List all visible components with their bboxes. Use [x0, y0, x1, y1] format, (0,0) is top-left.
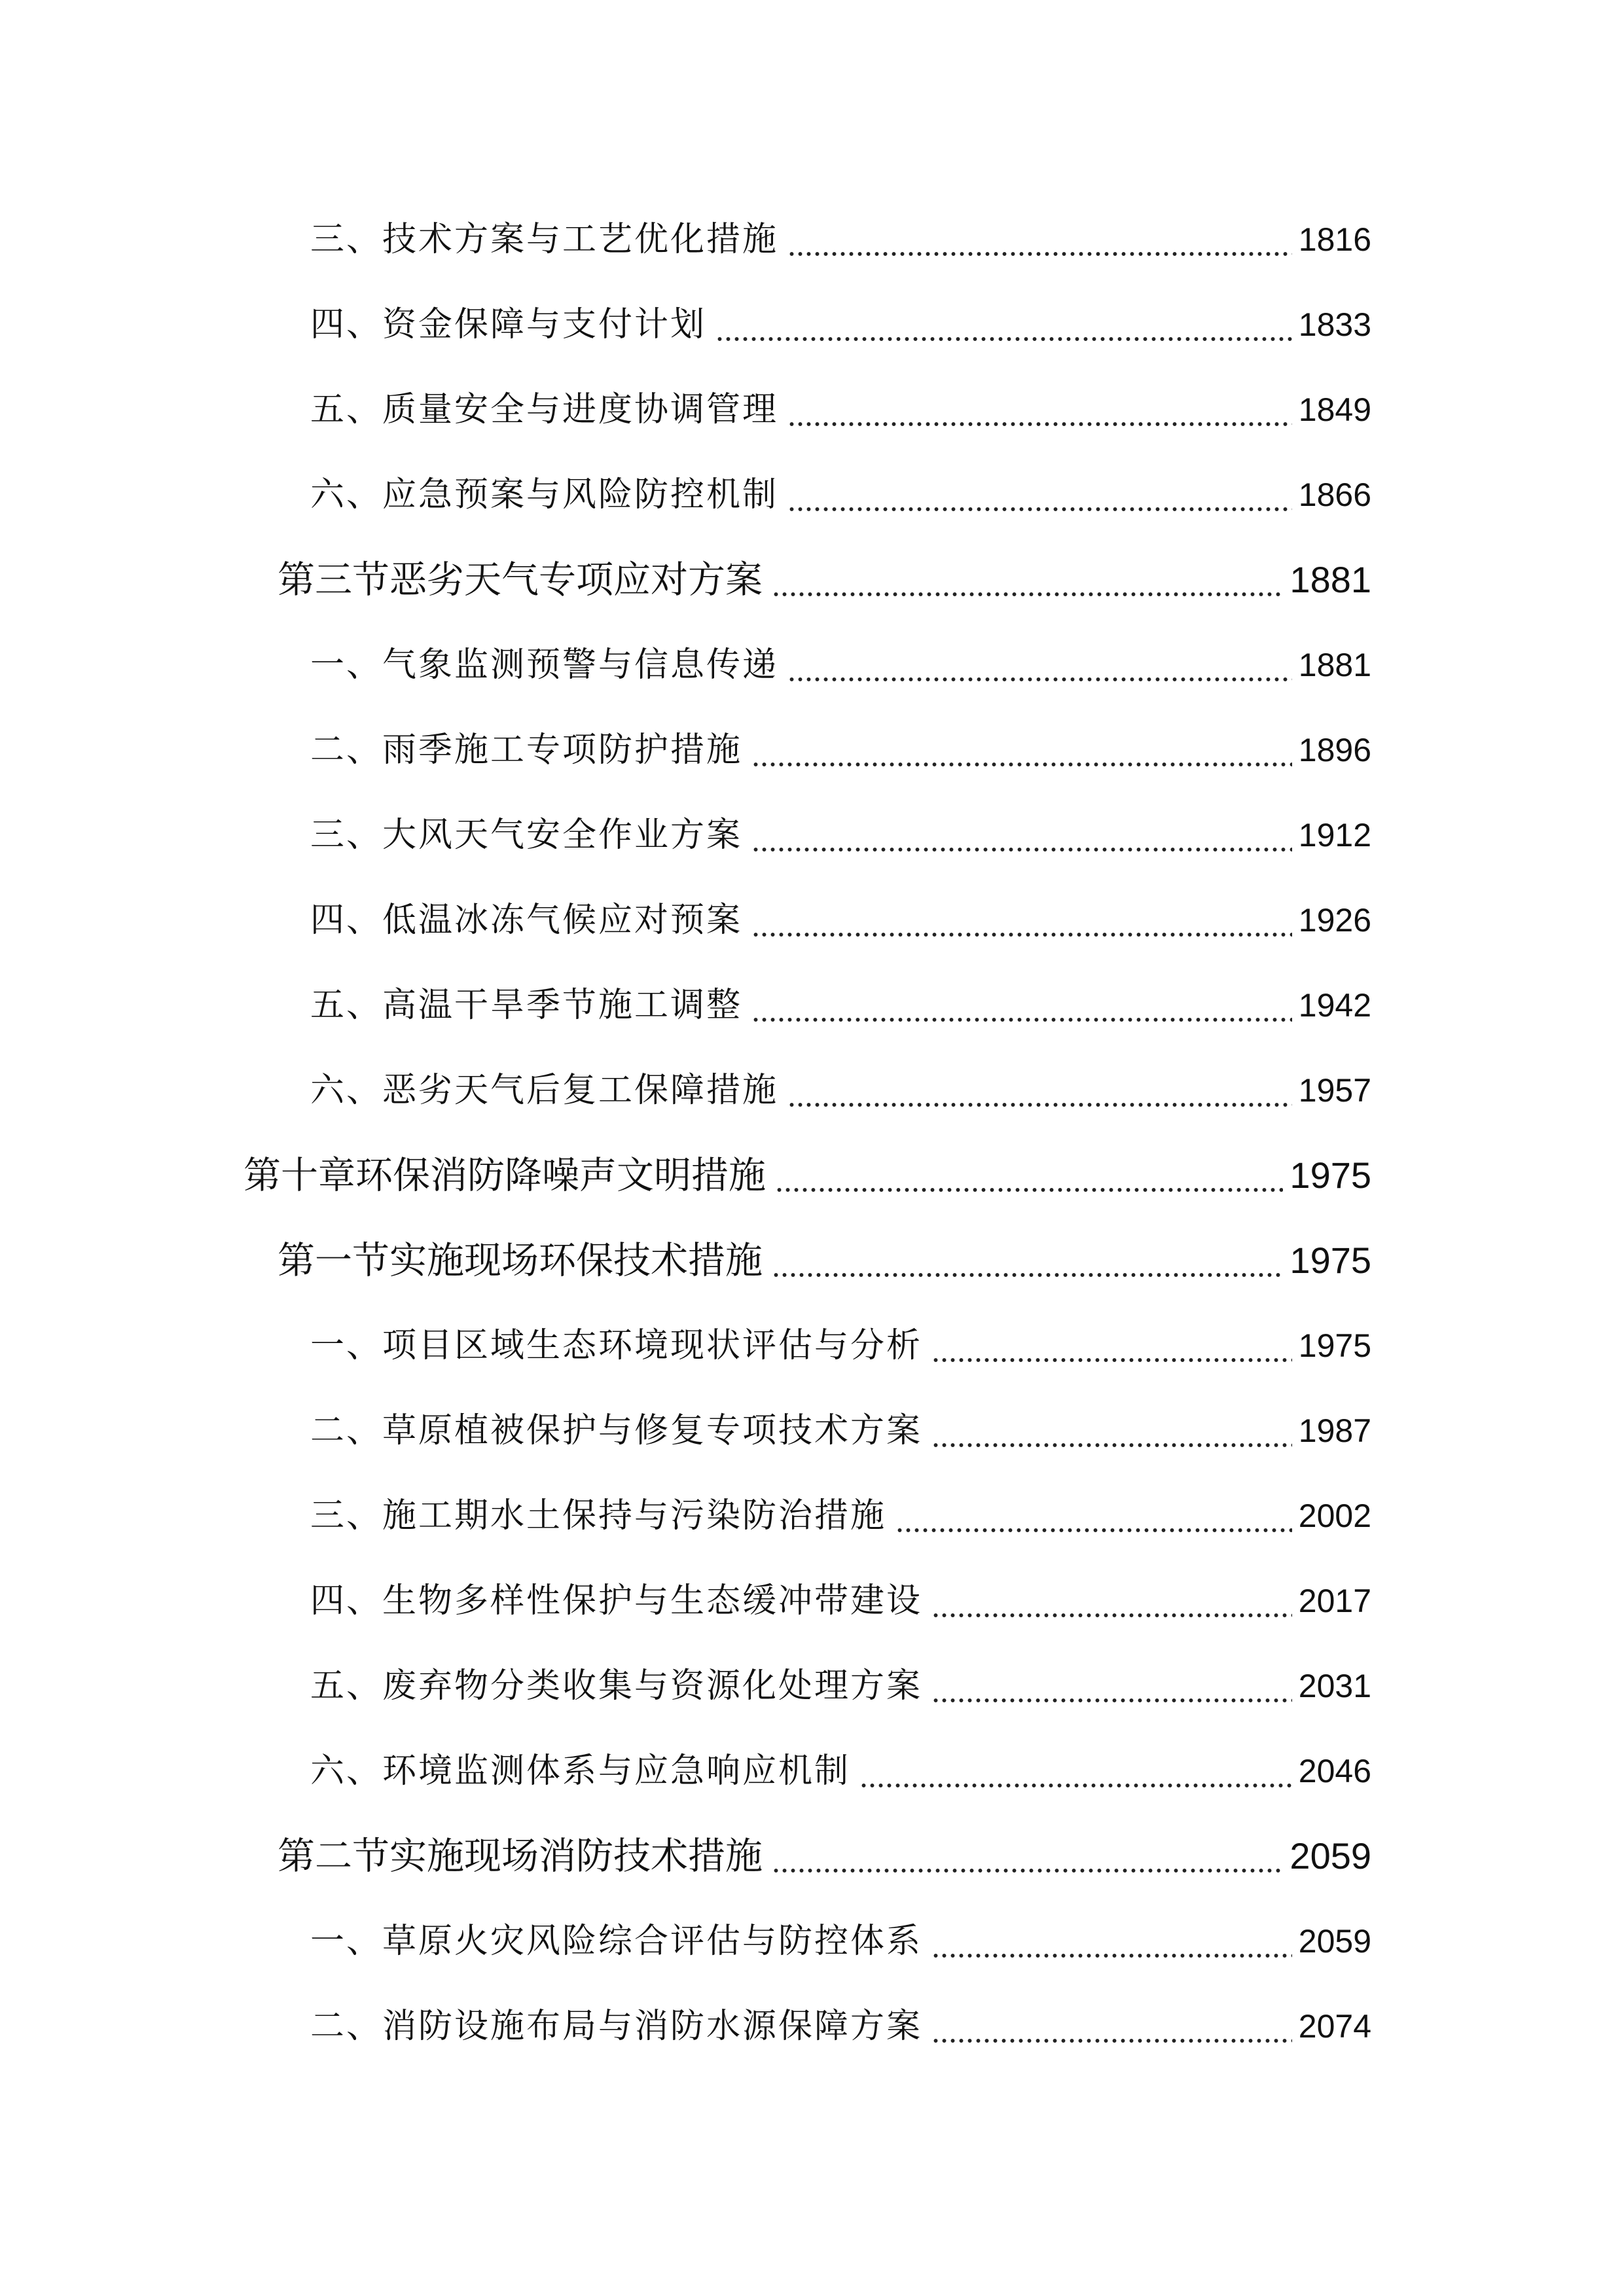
- dot-leader: [931, 2039, 1292, 2043]
- toc-entry-title: 二、消防设施布局与消防水源保障方案: [310, 2007, 923, 2046]
- toc-entry[interactable]: [310, 721, 1371, 780]
- toc-entry[interactable]: [310, 976, 1371, 1035]
- toc-entry-page-number: 2046: [1298, 1753, 1371, 1789]
- toc-entry-page-number: 1926: [1298, 902, 1371, 939]
- toc-entry-page-number: 1957: [1298, 1072, 1371, 1109]
- toc-entry[interactable]: [310, 1997, 1371, 2056]
- toc-entry[interactable]: [310, 1316, 1371, 1375]
- toc-entry-page-number: 1912: [1298, 817, 1371, 853]
- dot-leader: [787, 422, 1292, 426]
- toc-entry-title: 三、技术方案与工艺优化措施: [310, 220, 779, 259]
- dot-leader: [775, 1188, 1283, 1192]
- toc-entry-page-number: 1975: [1298, 1327, 1371, 1364]
- dot-leader: [931, 1358, 1292, 1362]
- toc-entry-title: 六、应急预案与风险防控机制: [310, 475, 779, 514]
- dot-leader: [787, 677, 1292, 681]
- toc-entry-page-number: 1975: [1290, 1240, 1371, 1281]
- toc-entry[interactable]: [310, 1657, 1371, 1715]
- toc-entry-title: 二、草原植被保护与修复专项技术方案: [310, 1411, 923, 1450]
- toc-entry-page-number: 1816: [1298, 221, 1371, 258]
- dot-leader: [931, 1954, 1292, 1958]
- toc-entry-page-number: 2031: [1298, 1668, 1371, 1704]
- toc-entry-page-number: 1849: [1298, 391, 1371, 428]
- toc-entry-title: 一、气象监测预警与信息传递: [310, 645, 779, 685]
- toc-entry[interactable]: [278, 1827, 1371, 1886]
- toc-entry-title: 第一节实施现场环保技术措施: [278, 1239, 763, 1282]
- toc-entry[interactable]: [310, 295, 1371, 354]
- toc-entry-title: 六、环境监测体系与应急响应机制: [310, 1751, 851, 1791]
- toc-entry-title: 第十章环保消防降噪声文明措施: [244, 1154, 766, 1197]
- toc-entry-page-number: 2059: [1298, 1923, 1371, 1960]
- toc-entry-page-number: 2074: [1298, 2008, 1371, 2045]
- dot-leader: [772, 1869, 1283, 1873]
- toc-entry-title: 第二节实施现场消防技术措施: [278, 1835, 763, 1878]
- dot-leader: [895, 1528, 1292, 1532]
- dot-leader: [751, 933, 1292, 937]
- toc-entry-title: 三、施工期水土保持与污染防治措施: [310, 1496, 887, 1535]
- dot-leader: [787, 1103, 1292, 1107]
- toc-entry-title: 三、大风天气安全作业方案: [310, 816, 743, 855]
- dot-leader: [715, 337, 1292, 341]
- toc-entry-page-number: 1896: [1298, 732, 1371, 768]
- toc-entry-page-number: 1975: [1290, 1155, 1371, 1196]
- dot-leader: [751, 762, 1292, 766]
- toc-entry[interactable]: [310, 891, 1371, 950]
- dot-leader: [931, 1698, 1292, 1702]
- toc-entry-title: 四、生物多样性保护与生态缓冲带建设: [310, 1581, 923, 1621]
- toc-entry[interactable]: [310, 1486, 1371, 1545]
- toc-entry-title: 五、高温干旱季节施工调整: [310, 986, 743, 1025]
- toc-entry[interactable]: [278, 1231, 1371, 1290]
- toc-entry-page-number: 2059: [1290, 1835, 1371, 1876]
- toc-entry-page-number: 1866: [1298, 476, 1371, 513]
- dot-leader: [751, 848, 1292, 852]
- toc-entry-page-number: 1881: [1290, 559, 1371, 600]
- dot-leader: [772, 592, 1283, 596]
- toc-entry-title: 四、低温冰冻气候应对预案: [310, 901, 743, 940]
- toc-entry-page-number: 1833: [1298, 306, 1371, 343]
- dot-leader: [772, 1273, 1283, 1277]
- toc-entry-title: 六、恶劣天气后复工保障措施: [310, 1071, 779, 1110]
- toc-entry[interactable]: [310, 1912, 1371, 1971]
- toc-entry[interactable]: [310, 1061, 1371, 1120]
- toc-entry[interactable]: [310, 1401, 1371, 1460]
- toc-entry-page-number: 1881: [1298, 647, 1371, 683]
- toc-entry-page-number: 1942: [1298, 987, 1371, 1024]
- toc-entry-title: 五、废弃物分类收集与资源化处理方案: [310, 1666, 923, 1706]
- toc-entry-title: 一、草原火灾风险综合评估与防控体系: [310, 1922, 923, 1961]
- toc-entry-page-number: 2002: [1298, 1498, 1371, 1534]
- toc-entry-title: 四、资金保障与支付计划: [310, 305, 707, 344]
- toc-entry[interactable]: [310, 1742, 1371, 1801]
- toc-entry-title: 二、雨季施工专项防护措施: [310, 730, 743, 770]
- toc-entry-title: 一、项目区域生态环境现状评估与分析: [310, 1326, 923, 1365]
- toc-entry-page-number: 2017: [1298, 1583, 1371, 1619]
- toc-entry[interactable]: [310, 465, 1371, 524]
- toc-entry[interactable]: [244, 1146, 1371, 1205]
- toc-entry[interactable]: [310, 210, 1371, 269]
- toc-entry-title: 五、质量安全与进度协调管理: [310, 390, 779, 429]
- toc-entry-title: 第三节恶劣天气专项应对方案: [278, 558, 763, 601]
- toc-entry[interactable]: [310, 806, 1371, 865]
- toc-entry[interactable]: [310, 380, 1371, 439]
- dot-leader: [751, 1018, 1292, 1022]
- toc-entry[interactable]: [278, 550, 1371, 609]
- dot-leader: [787, 252, 1292, 256]
- dot-leader: [931, 1613, 1292, 1617]
- dot-leader: [787, 507, 1292, 511]
- dot-leader: [859, 1784, 1292, 1787]
- toc-entry[interactable]: [310, 636, 1371, 694]
- toc-entry-page-number: 1987: [1298, 1412, 1371, 1449]
- dot-leader: [931, 1443, 1292, 1447]
- toc-entry[interactable]: [310, 1571, 1371, 1630]
